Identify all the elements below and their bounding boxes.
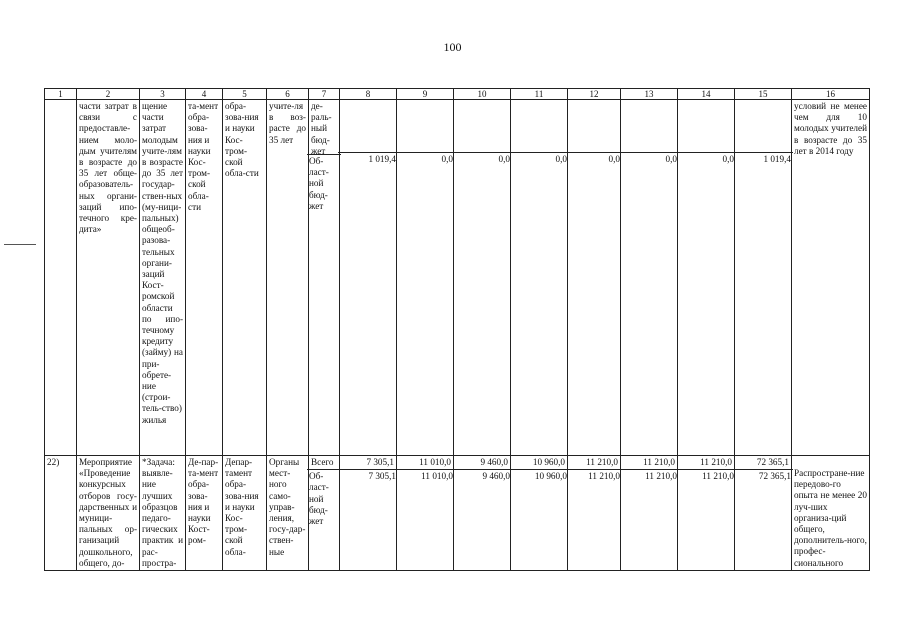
value-cell	[735, 456, 792, 571]
value: 11 210,0	[676, 469, 736, 482]
value-cell	[621, 456, 678, 571]
result-cell: Распростране-ние передово-го опыта не менее 20 луч-ших организа-ций общего, дополнитель-ного, профес-сионального	[792, 456, 870, 571]
value: 0,0	[676, 152, 736, 165]
value-cell	[678, 100, 735, 456]
funding-source-cell	[309, 456, 340, 571]
value: 9 460,0	[452, 469, 512, 482]
page-number: 100	[443, 40, 462, 54]
header-row	[45, 89, 870, 100]
value: 11 210,0	[619, 469, 679, 482]
value-cell	[511, 456, 568, 571]
table-row	[45, 456, 870, 571]
margin-mark	[4, 244, 36, 245]
value: 1 019,4	[338, 152, 398, 165]
value-cell	[340, 100, 397, 456]
value-cell	[568, 456, 621, 571]
col-header: 7	[309, 89, 340, 100]
value: 9 460,0	[480, 457, 508, 467]
value-cell	[397, 456, 454, 571]
coexecutor-cell: обра-зова-ния и науки Кос-тром-ской обла-сти	[223, 100, 267, 456]
col-header: 6	[267, 89, 309, 100]
value: 11 210,0	[700, 457, 732, 467]
value: 10 960,0	[532, 457, 565, 467]
measure-cell: Мероприятие «Проведение конкурсных отборов госу-дарственных и муници-пальных ор-ганизаций дошкольного, общего, до-	[77, 456, 140, 571]
value-cell	[340, 456, 397, 571]
budget-table	[44, 88, 870, 571]
value: 7 305,1	[366, 457, 394, 467]
coexecutor-cell: Депар-тамент обра-зова-ния и науки Кос-тром-ской обла-	[223, 456, 267, 571]
participants-cell: Органы мест-ного само-управ-ления, госу-дар-ствен-ные	[267, 456, 309, 571]
value-total: 1 019,4	[733, 152, 793, 165]
executor-cell: та-мент обра-зова-ния и науки Кос-тром-ской обла-сти	[186, 100, 223, 456]
value: 0,0	[509, 152, 569, 165]
table-row	[45, 100, 870, 456]
col-header: 4	[186, 89, 223, 100]
row-number-cell: 22)	[45, 456, 77, 571]
value-cell	[678, 456, 735, 571]
value: 0,0	[395, 152, 455, 165]
funding-source-regional: Об-ласт-ной бюд-жет	[307, 469, 341, 527]
value-cell	[621, 100, 678, 456]
value: 11 010,0	[395, 469, 455, 482]
value: 11 010,0	[419, 457, 451, 467]
task-cell: щение части затрат молодым учите-лям в возрасте до 35 лет государ-ствен-ных (му-ници-пальных) общеоб-разова-тельных органи-заций Кост-ромской области по ипо-течному кредиту (займу) на при-обрете-ние (строи-тель-ство) жилья	[140, 100, 186, 456]
value-total: 72 365,1	[733, 469, 793, 482]
value: 0,0	[566, 152, 622, 165]
col-header: 13	[621, 89, 678, 100]
value: 0,0	[619, 152, 679, 165]
funding-source-cell	[309, 100, 340, 456]
value-cell	[511, 100, 568, 456]
value-cell	[454, 456, 511, 571]
measure-cell: части затрат в связи с предоставле-нием моло-дым учителям в возрасте до 35 лет обще-образователь-ных органи-заций ипо-течного кре-дита»	[77, 100, 140, 456]
row-number-cell	[45, 100, 77, 456]
col-header: 15	[735, 89, 792, 100]
col-header: 14	[678, 89, 735, 100]
col-header: 5	[223, 89, 267, 100]
col-header: 3	[140, 89, 186, 100]
executor-cell: Де-пар-та-мент обра-зова-ния и науки Кост-ром-	[186, 456, 223, 571]
col-header: 8	[340, 89, 397, 100]
funding-source-federal: де-раль-ный бюд-жет	[311, 101, 332, 156]
col-header: 10	[454, 89, 511, 100]
col-header: 11	[511, 89, 568, 100]
value: 11 210,0	[643, 457, 675, 467]
value: 7 305,1	[338, 469, 398, 482]
col-header: 12	[568, 89, 621, 100]
value: 11 210,0	[586, 457, 618, 467]
value-cell	[454, 100, 511, 456]
col-header: 2	[77, 89, 140, 100]
result-cell: условий не менее чем для 10 молодых учителей в возрасте до 35 лет в 2014 году	[792, 100, 870, 456]
value-cell	[735, 100, 792, 456]
col-header: 9	[397, 89, 454, 100]
funding-source-regional: Об-ласт-ной бюд-жет	[307, 154, 341, 212]
col-header: 1	[45, 89, 77, 100]
col-header: 16	[792, 89, 870, 100]
value: 10 960,0	[509, 469, 569, 482]
value-cell	[397, 100, 454, 456]
task-cell: *Задача: выявле-ние лучших образцов педаго-гических практик и рас-простра-	[140, 456, 186, 571]
participants-cell: учите-ля в воз-расте до 35 лет	[267, 100, 309, 456]
value: 0,0	[452, 152, 512, 165]
value-cell	[568, 100, 621, 456]
value: 11 210,0	[566, 469, 622, 482]
funding-source-total: Всего	[311, 457, 334, 467]
value-total: 72 365,1	[756, 457, 789, 467]
